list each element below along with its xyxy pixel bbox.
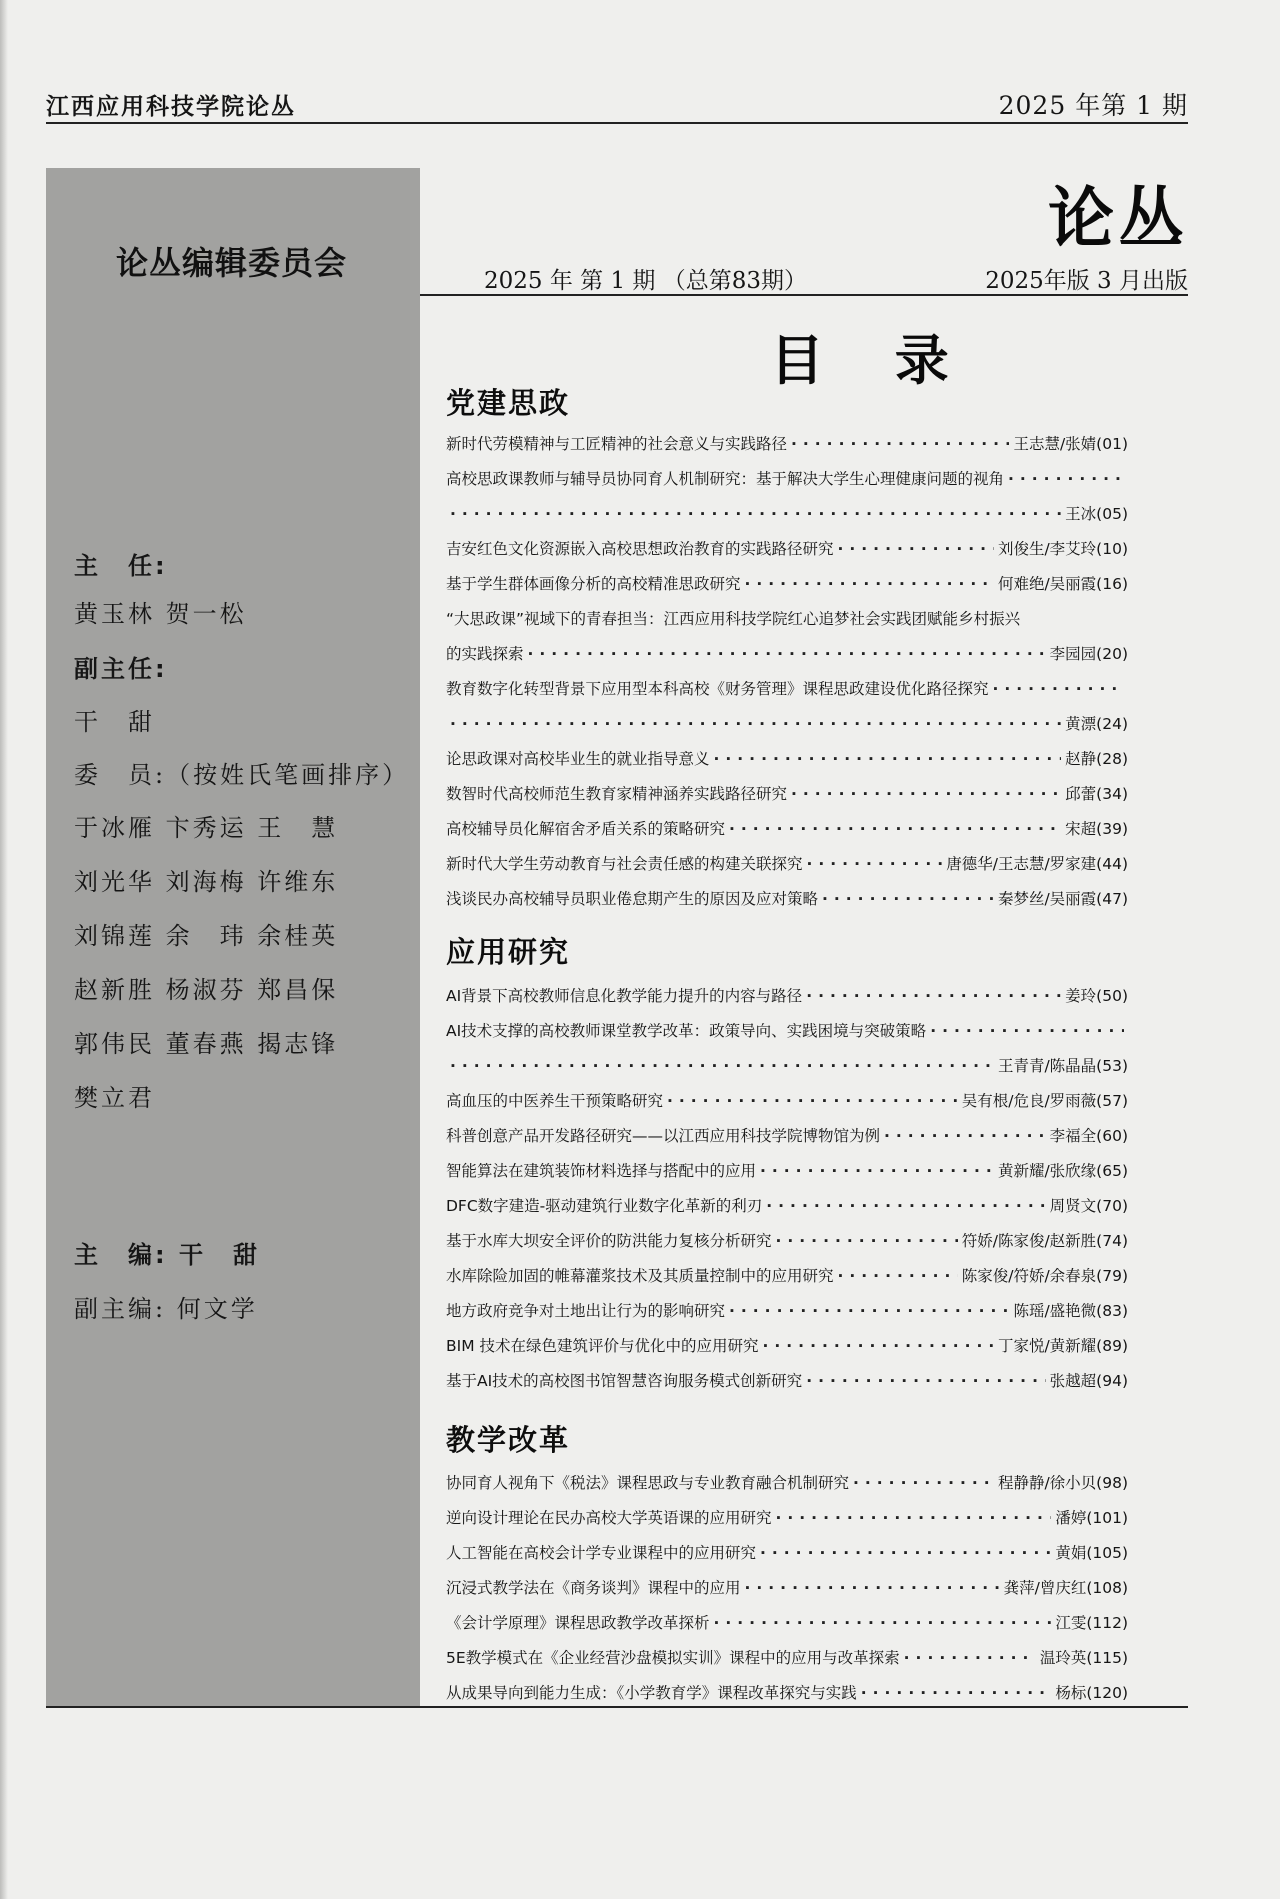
toc-entry-continuation[interactable] [446,642,1128,670]
leader-dots [838,540,994,558]
editorial-board-panel [46,168,420,1706]
leader-dots [791,435,1009,453]
toc-entry-continuation[interactable] [446,712,1128,740]
toc-entry[interactable] [446,1471,1128,1499]
toc-entry[interactable] [446,1506,1128,1534]
toc-entry-author: 龚萍/曾庆红(108) [1003,1579,1128,1597]
leader-dots [930,1022,1124,1040]
leader-dots [760,1162,994,1180]
toc-entry[interactable] [446,1019,1128,1047]
toc-entry-title: 高血压的中医养生干预策略研究 [446,1092,664,1110]
toc-entry-title: 水库除险加固的帷幕灌浆技术及其质量控制中的应用研究 [446,1267,834,1285]
toc-entry-title: 数智时代高校师范生教育家精神涵养实践路径研究 [446,785,788,803]
leader-dots [776,1509,1052,1527]
toc-entry-title: 沉浸式教学法在《商务谈判》课程中的应用 [446,1579,741,1597]
toc-entry[interactable] [446,572,1128,600]
board-line: 副主任: [74,655,168,683]
toc-entry-author: 周贤文(70) [1049,1197,1128,1215]
leader-dots [806,1372,1045,1390]
leader-dots [766,1197,1045,1215]
toc-entry-title: 5E教学模式在《企业经营沙盘模拟实训》课程中的应用与改革探索 [446,1649,900,1667]
toc-entry-author: 杨标(120) [1055,1684,1128,1702]
toc-entry-author: 温玲英(115) [1039,1649,1128,1667]
toc-entry-author: 唐德华/王志慧/罗家建(44) [946,855,1128,873]
issue-full: 2025 年 第 1 期 （总第83期） [484,268,807,294]
toc-entry-title: 协同育人视角下《税法》课程思政与专业教育融合机制研究 [446,1474,850,1492]
board-line: 刘锦莲 余 玮 余桂英 [74,922,339,950]
toc-entry[interactable] [446,1576,1128,1604]
toc-entry[interactable] [446,537,1128,565]
toc-entry-author: 赵静(28) [1065,750,1128,768]
section-title: 应用研究 [446,935,571,969]
toc-entry-title: 智能算法在建筑装饰材料选择与搭配中的应用 [446,1162,757,1180]
toc-entry-title: AI背景下高校教师信息化教学能力提升的内容与路径 [446,987,803,1005]
toc-entry-author: 陈家俊/符娇/余春泉(79) [961,1267,1128,1285]
toc-entry[interactable] [446,1229,1128,1257]
board-line: 樊立君 [74,1084,155,1112]
toc-entry-continuation[interactable] [446,1054,1128,1082]
leader-dots [807,855,943,873]
toc-entry-author: 李福全(60) [1049,1127,1128,1145]
toc-entry[interactable] [446,984,1128,1012]
toc-entry[interactable] [446,677,1128,705]
leader-dots [1008,470,1124,488]
board-line: 赵新胜 杨淑芬 郑昌保 [74,976,339,1004]
toc-entry-continuation[interactable] [446,502,1128,530]
issue-bar [420,262,1188,296]
toc-entry-title: 浅谈民办高校辅导员职业倦怠期产生的原因及应对策略 [446,890,819,908]
toc-entry-title: 从成果导向到能力生成：《小学教育学》课程改革探究与实践 [446,1684,857,1702]
toc-entry-title: 《会计学原理》课程思政教学改革探析 [446,1614,710,1632]
toc-entry-author: 吴有根/危良/罗雨薇(57) [961,1092,1128,1110]
toc-entry[interactable] [446,1681,1128,1709]
toc-entry-author: 秦梦丝/吴丽霞(47) [997,890,1128,908]
board-line: 黄玉林 贺一松 [74,600,247,628]
edition-date: 2025年版 3 月出版 [985,268,1188,294]
toc-entry[interactable] [446,1124,1128,1152]
toc-entry[interactable] [446,1299,1128,1327]
board-line: 委 员:（按姓氏笔画排序） [74,761,410,789]
toc-entry[interactable] [446,1646,1128,1674]
toc-entry-author: 李园园(20) [1049,645,1128,663]
leader-dots [450,715,1061,733]
leader-dots [745,1579,1000,1597]
toc-entry-author: 刘俊生/李艾玲(10) [997,540,1128,558]
board-line: 主 任: [74,552,168,580]
toc-entry-title: 逆向设计理论在民办高校大学英语课的应用研究 [446,1509,772,1527]
leader-dots [838,1267,958,1285]
toc-entry-author: 黄新耀/张欣缘(65) [997,1162,1128,1180]
toc-entry[interactable] [446,607,1128,635]
toc-entry[interactable] [446,1264,1128,1292]
toc-entry[interactable] [446,1089,1128,1117]
toc-entry-author: 程静静/徐小贝(98) [997,1474,1128,1492]
board-line: 干 甜 [74,708,155,736]
toc-entry-title: 吉安红色文化资源嵌入高校思想政治教育的实践路径研究 [446,540,834,558]
leader-dots [861,1684,1052,1702]
leader-dots [806,987,1061,1005]
toc-entry-title: 人工智能在高校会计学专业课程中的应用研究 [446,1544,757,1562]
issue-label: 2025 年第 1 期 [998,91,1188,120]
toc-entry[interactable] [446,747,1128,775]
toc-entry-title: “大思政课”视域下的青春担当：江西应用科技学院红心追梦社会实践团赋能乡村振兴 [446,610,1021,628]
toc-entry-title: BIM 技术在绿色建筑评价与优化中的应用研究 [446,1337,759,1355]
toc-entry[interactable] [446,1611,1128,1639]
board-title: 论丛编辑委员会 [116,244,348,282]
leader-dots [729,820,1061,838]
running-header [46,86,1188,124]
toc-entry[interactable] [446,432,1128,460]
toc-entry-title: 教育数字化转型背景下应用型本科高校《财务管理》课程思政建设优化路径探究 [446,680,989,698]
toc-entry-author: 黄漂(24) [1065,715,1128,733]
toc-entry-title: 高校思政课教师与辅导员协同育人机制研究：基于解决大学生心理健康问题的视角 [446,470,1005,488]
toc-entry-author: 王青青/陈晶晶(53) [997,1057,1128,1075]
toc-entry-author: 潘婷(101) [1055,1509,1128,1527]
toc-entry[interactable] [446,817,1128,845]
board-line: 于冰雁 卞秀运 王 慧 [74,814,339,842]
leader-dots [450,1057,994,1075]
board-line: 刘光华 刘海梅 许维东 [74,868,339,896]
page-edge-shadow [0,0,8,1899]
section-title: 教学改革 [446,1423,571,1457]
leader-dots [776,1232,958,1250]
toc-entry[interactable] [446,782,1128,810]
leader-dots [667,1092,958,1110]
leader-dots [822,890,994,908]
toc-entry-title-cont: 的实践探索 [446,645,524,663]
toc-entry-author: 张越超(94) [1049,1372,1128,1390]
toc-entry-author: 黄娟(105) [1055,1544,1128,1562]
toc-entry-title: AI技术支撑的高校教师课堂教学改革：政策导向、实践困境与突破策略 [446,1022,927,1040]
toc-entry-author: 王志慧/张婧(01) [1013,435,1128,453]
toc-entry-author: 姜玲(50) [1065,987,1128,1005]
toc-entry[interactable] [446,467,1128,495]
leader-dots [904,1649,1036,1667]
toc-entry[interactable] [446,1541,1128,1569]
board-line: 主 编: 干 甜 [74,1241,260,1269]
toc-entry-author: 陈瑶/盛艳微(83) [1013,1302,1128,1320]
leader-dots [884,1127,1046,1145]
toc-entry-author: 何难绝/吴丽霞(16) [997,575,1128,593]
toc-entry-title: 地方政府竞争对土地出让行为的影响研究 [446,1302,726,1320]
leader-dots [993,680,1124,698]
toc-entry-author: 邱蕾(34) [1065,785,1128,803]
toc-entry-title: 科普创意产品开发路径研究——以江西应用科技学院博物馆为例 [446,1127,881,1145]
toc-title: 目 录 [770,329,975,392]
leader-dots [714,1614,1052,1632]
toc-entry-author: 宋超(39) [1065,820,1128,838]
leader-dots [450,505,1061,523]
leader-dots [729,1302,1009,1320]
board-line: 郭伟民 董春燕 揭志锋 [74,1030,339,1058]
leader-dots [745,575,994,593]
board-line: 副主编: 何文学 [74,1295,258,1323]
toc-entry-title: 基于AI技术的高校图书馆智慧咨询服务模式创新研究 [446,1372,803,1390]
toc-entry[interactable] [446,1369,1128,1397]
toc-entry-title: DFC数字建造-驱动建筑行业数字化革新的利刃 [446,1197,763,1215]
leader-dots [763,1337,994,1355]
toc-entry-title: 论思政课对高校毕业生的就业指导意义 [446,750,710,768]
toc-entry[interactable] [446,1194,1128,1222]
toc-entry-title: 高校辅导员化解宿舍矛盾关系的策略研究 [446,820,726,838]
toc-entry-title: 基于学生群体画像分析的高校精准思政研究 [446,575,741,593]
section-title: 党建思政 [446,386,571,420]
toc-entry-author: 江雯(112) [1055,1614,1128,1632]
leader-dots [791,785,1061,803]
toc-entry-title: 新时代大学生劳动教育与社会责任感的构建关联探究 [446,855,803,873]
toc-entry-author: 丁家悦/黄新耀(89) [997,1337,1128,1355]
toc-entry[interactable] [446,1159,1128,1187]
toc-entry[interactable] [446,1334,1128,1362]
bottom-rule [46,1706,1188,1708]
toc-entry-title: 基于水库大坝安全评价的防洪能力复核分析研究 [446,1232,772,1250]
journal-name: 江西应用科技学院论丛 [46,94,296,120]
toc-entry[interactable] [446,852,1128,880]
leader-dots [853,1474,994,1492]
leader-dots [760,1544,1051,1562]
toc-entry-title: 新时代劳模精神与工匠精神的社会意义与实践路径 [446,435,788,453]
toc-entry-author: 王冰(05) [1065,505,1128,523]
leader-dots [714,750,1062,768]
toc-entry-author: 符娇/陈家俊/赵新胜(74) [961,1232,1128,1250]
leader-dots [528,645,1046,663]
brand-title: 论丛 [1048,180,1188,257]
toc-entry[interactable] [446,887,1128,915]
